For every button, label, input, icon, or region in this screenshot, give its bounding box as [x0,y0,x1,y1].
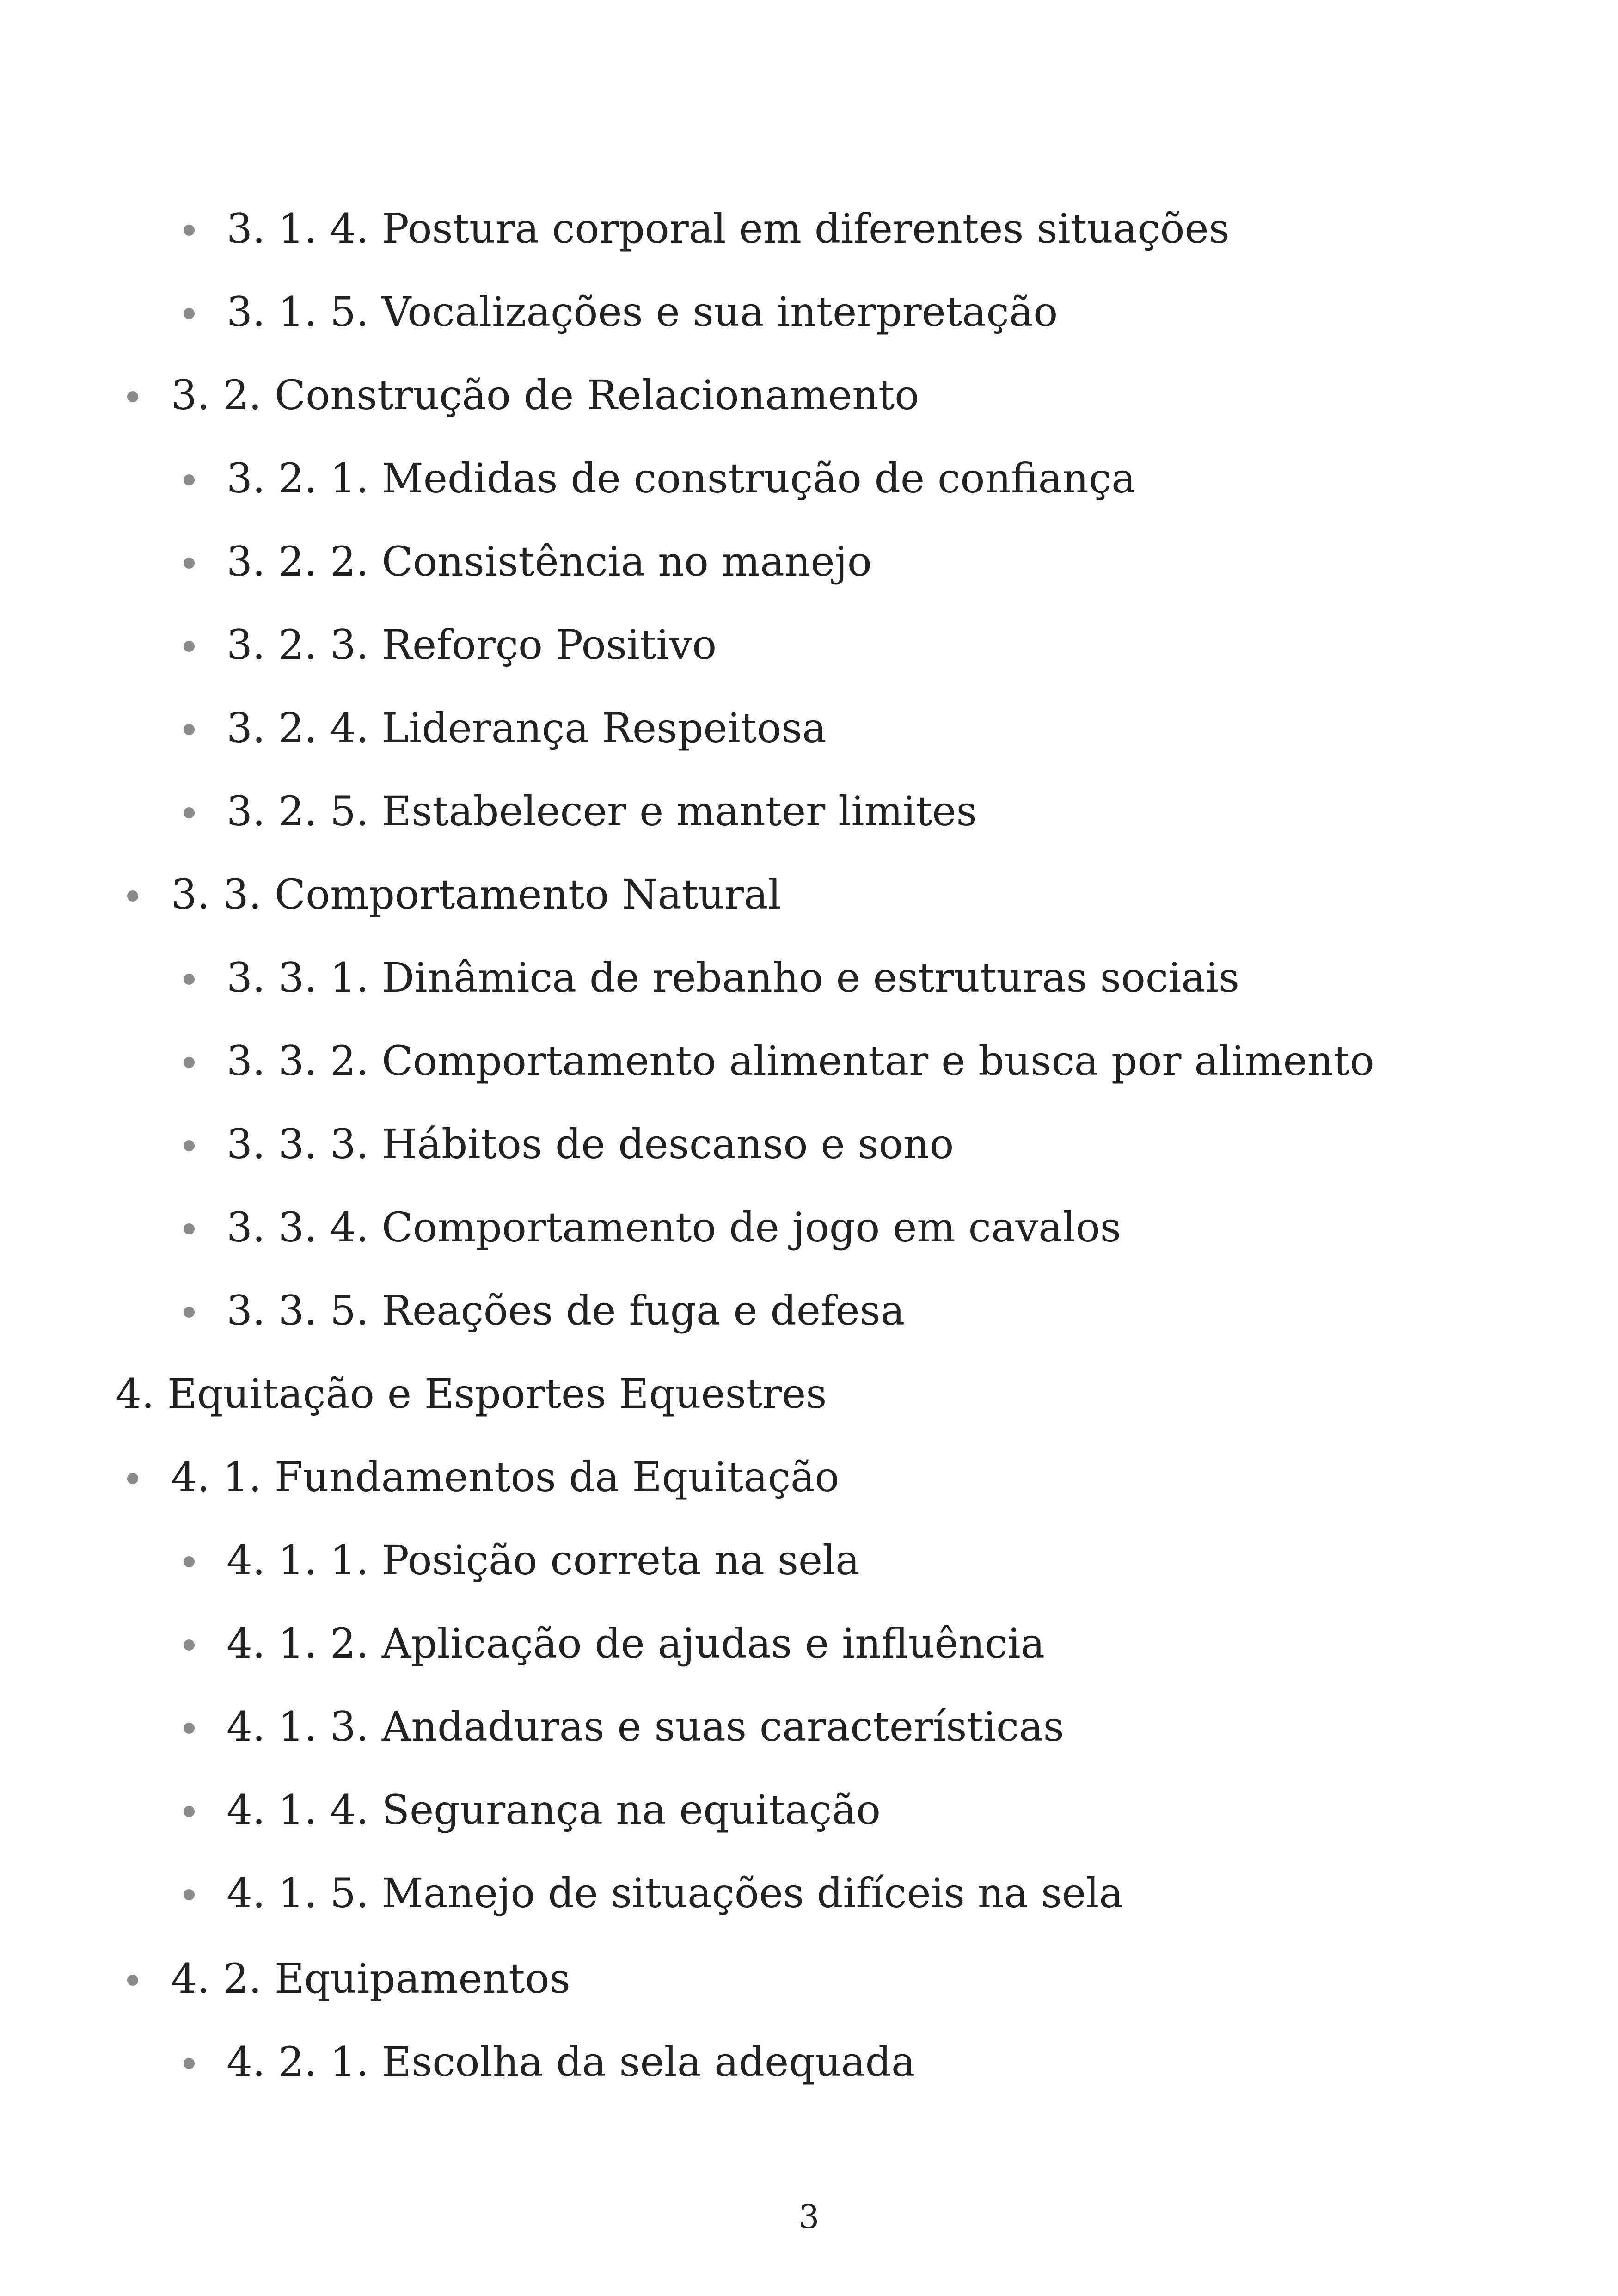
toc-entry-3-2-3: 3. 2. 3. Reforço Positivo [227,621,717,669]
page-number: 3 [798,2198,820,2236]
bullet-icon [127,391,138,402]
bullet-icon [184,1307,195,1318]
toc-entry-4-1-2: 4. 1. 2. Aplicação de ajudas e influência [227,1620,1045,1667]
toc-entry-3-2-1: 3. 2. 1. Medidas de construção de confiança [227,454,1136,502]
toc-entry-3-3: 3. 3. Comportamento Natural [171,871,781,918]
bullet-icon [184,641,195,652]
toc-entry-4-2: 4. 2. Equipamentos [171,1955,570,2002]
bullet-icon [184,1889,195,1900]
toc-entry-3-2-5: 3. 2. 5. Estabelecer e manter limites [227,787,977,835]
bullet-icon [184,1223,195,1234]
toc-entry-3-3-3: 3. 3. 3. Hábitos de descanso e sono [227,1120,954,1168]
bullet-icon [184,1806,195,1817]
toc-entry-3-1-5: 3. 1. 5. Vocalizações e sua interpretação [227,288,1058,336]
toc-entry-4-1-5: 4. 1. 5. Manejo de situações difíceis na sela [227,1869,1123,1917]
toc-entry-4-1-3: 4. 1. 3. Andaduras e suas características [227,1703,1064,1750]
toc-entry-3-3-2: 3. 3. 2. Comportamento alimentar e busca por alimento [227,1037,1374,1085]
bullet-icon [127,1975,138,1986]
bullet-icon [184,1057,195,1068]
bullet-icon [184,974,195,985]
bullet-icon [184,1556,195,1567]
toc-entry-3-3-1: 3. 3. 1. Dinâmica de rebanho e estruturas sociais [227,954,1240,1001]
toc-entry-3-3-5: 3. 3. 5. Reações de fuga e defesa [227,1287,905,1334]
toc-entry-4-1-1: 4. 1. 1. Posição correta na sela [227,1536,860,1584]
toc-entry-3-2-2: 3. 2. 2. Consistência no manejo [227,538,872,585]
toc-entry-3-2: 3. 2. Construção de Relacionamento [171,371,919,419]
bullet-icon [184,225,195,236]
bullet-icon [184,1140,195,1151]
bullet-icon [184,2058,195,2069]
toc-entry-4-1: 4. 1. Fundamentos da Equitação [171,1453,840,1501]
bullet-icon [184,308,195,319]
bullet-icon [127,890,138,902]
bullet-icon [184,807,195,818]
bullet-icon [184,558,195,569]
bullet-icon [127,1473,138,1484]
bullet-icon [184,724,195,735]
toc-entry-3-1-4: 3. 1. 4. Postura corporal em diferentes situações [227,205,1230,252]
toc-entry-3-2-4: 3. 2. 4. Liderança Respeitosa [227,704,827,752]
toc-entry-4-2-1: 4. 2. 1. Escolha da sela adequada [227,2038,916,2086]
toc-entry-4: 4. Equitação e Esportes Equestres [116,1370,827,1418]
bullet-icon [184,1639,195,1651]
bullet-icon [184,474,195,485]
toc-entry-3-3-4: 3. 3. 4. Comportamento de jogo em cavalos [227,1203,1121,1251]
bullet-icon [184,1723,195,1734]
toc-entry-4-1-4: 4. 1. 4. Segurança na equitação [227,1786,881,1834]
